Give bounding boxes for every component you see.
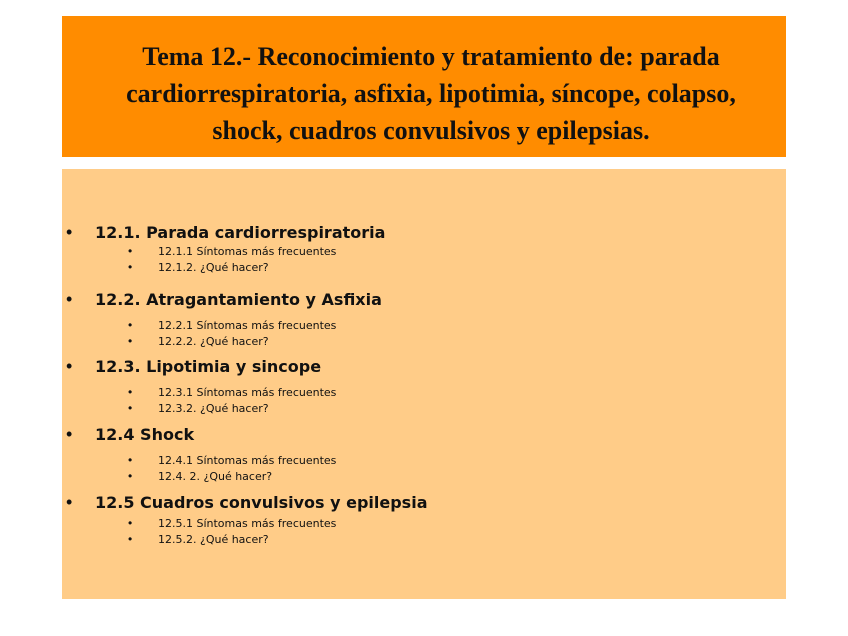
subsection-item bbox=[62, 533, 786, 549]
toc-section-12-3 bbox=[62, 355, 786, 418]
toc-section-12-1 bbox=[62, 221, 786, 277]
subsection-item bbox=[62, 386, 786, 402]
sub-bullet-icon: • bbox=[128, 469, 133, 483]
section-heading: 12.3. Lipotimia y sincope bbox=[95, 357, 322, 376]
slide-content-panel bbox=[62, 169, 786, 599]
bullet-icon: • bbox=[66, 424, 73, 444]
bullet-icon: • bbox=[66, 356, 73, 376]
subsection-item bbox=[62, 402, 786, 418]
subsection-label: 12.5.1 Síntomas más frecuentes bbox=[158, 517, 337, 530]
bullet-icon: • bbox=[66, 222, 73, 242]
subsection-item bbox=[62, 470, 786, 486]
subsection-item bbox=[62, 261, 786, 277]
subsection-list bbox=[62, 517, 786, 549]
sub-bullet-icon: • bbox=[128, 334, 133, 348]
subsection-label: 12.4.1 Síntomas más frecuentes bbox=[158, 454, 337, 467]
section-heading: 12.2. Atragantamiento y Asfixia bbox=[95, 290, 382, 309]
section-heading: 12.1. Parada cardiorrespiratoria bbox=[95, 223, 386, 242]
subsection-label: 12.1.1 Síntomas más frecuentes bbox=[158, 245, 337, 258]
toc-section-12-5 bbox=[62, 491, 786, 549]
subsection-item bbox=[62, 454, 786, 470]
sub-bullet-icon: • bbox=[128, 401, 133, 415]
subsection-list bbox=[62, 319, 786, 351]
subsection-list bbox=[62, 386, 786, 418]
subsection-item bbox=[62, 245, 786, 261]
subsection-item bbox=[62, 319, 786, 335]
bullet-icon: • bbox=[66, 289, 73, 309]
bullet-icon: • bbox=[66, 492, 73, 512]
subsection-label: 12.1.2. ¿Qué hacer? bbox=[158, 261, 269, 274]
subsection-label: 12.2.2. ¿Qué hacer? bbox=[158, 335, 269, 348]
subsection-list bbox=[62, 245, 786, 277]
subsection-item bbox=[62, 335, 786, 351]
sub-bullet-icon: • bbox=[128, 260, 133, 274]
subsection-label: 12.4. 2. ¿Qué hacer? bbox=[158, 470, 273, 483]
section-heading: 12.5 Cuadros convulsivos y epilepsia bbox=[95, 493, 428, 512]
sub-bullet-icon: • bbox=[128, 385, 133, 399]
subsection-list bbox=[62, 454, 786, 486]
subsection-item bbox=[62, 517, 786, 533]
sub-bullet-icon: • bbox=[128, 532, 133, 546]
subsection-label: 12.3.1 Síntomas más frecuentes bbox=[158, 386, 337, 399]
sub-bullet-icon: • bbox=[128, 453, 133, 467]
subsection-label: 12.5.2. ¿Qué hacer? bbox=[158, 533, 269, 546]
slide-title-banner bbox=[62, 16, 786, 157]
section-heading: 12.4 Shock bbox=[95, 425, 195, 444]
slide-title: Tema 12.- Reconocimiento y tratamiento de: parada cardiorrespiratoria, asfixia, lipotimia, síncope, colapso, shock, cuadros convulsivos y epilepsias. bbox=[126, 42, 736, 145]
sub-bullet-icon: • bbox=[128, 516, 133, 530]
subsection-label: 12.3.2. ¿Qué hacer? bbox=[158, 402, 269, 415]
subsection-label: 12.2.1 Síntomas más frecuentes bbox=[158, 319, 337, 332]
toc-section-12-2 bbox=[62, 288, 786, 351]
sub-bullet-icon: • bbox=[128, 244, 133, 258]
toc-section-12-4 bbox=[62, 423, 786, 486]
sub-bullet-icon: • bbox=[128, 318, 133, 332]
